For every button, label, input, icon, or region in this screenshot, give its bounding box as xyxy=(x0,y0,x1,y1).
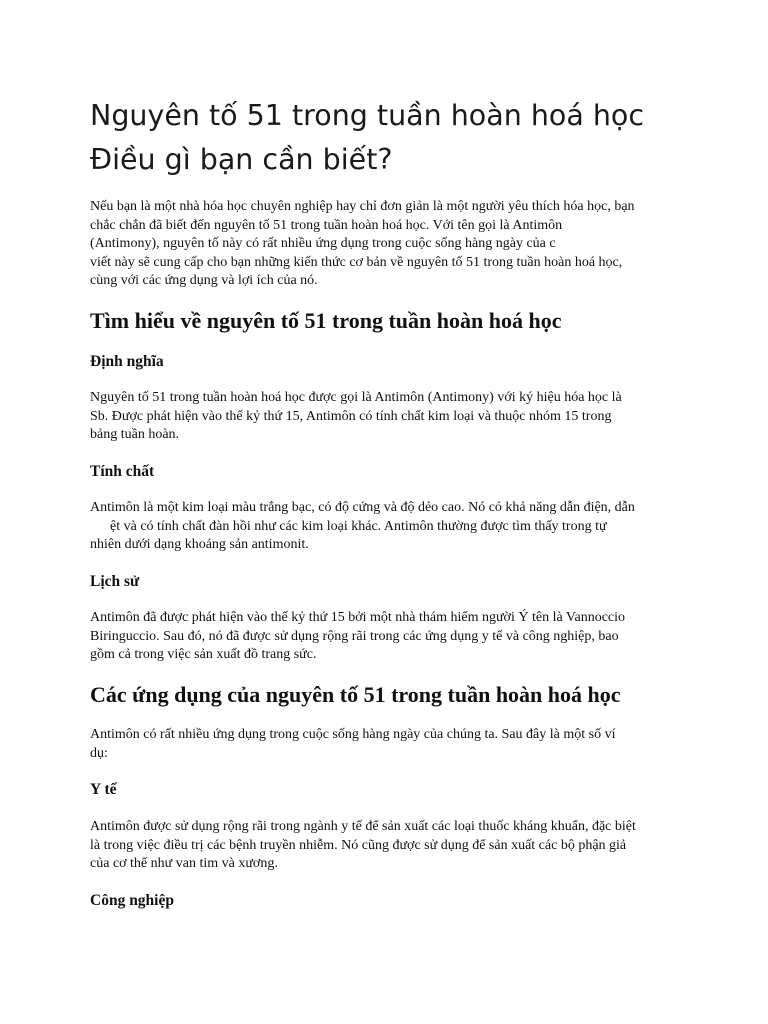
applications-intro-line: Antimôn có rất nhiều ứng dụng trong cuộc sống hàng ngày của chúng ta. Sau đây là một số ví xyxy=(90,727,616,742)
applications-intro-line: dụ: xyxy=(90,745,108,761)
definition-line: bảng tuần hoàn. xyxy=(90,427,180,442)
intro-line: (Antimony), nguyên tố này có rất nhiều ứng dụng trong cuộc sống hàng ngày của c xyxy=(90,236,556,251)
intro-line: Nếu bạn là một nhà hóa học chuyên nghiệp hay chỉ đơn giản là một người yêu thích hóa học, bạn xyxy=(90,199,635,214)
subheading-history: Lịch sử xyxy=(90,573,140,590)
medical-paragraph xyxy=(90,818,690,874)
definition-line: Nguyên tố 51 trong tuần hoàn hoá học được gọi là Antimôn (Antimony) với ký hiệu hóa học là xyxy=(90,390,622,405)
properties-paragraph xyxy=(90,499,690,555)
history-line: gồm cả trong việc sản xuất đồ trang sức. xyxy=(90,647,317,662)
medical-line: là trong việc điều trị các bệnh truyền nhiễm. Nó cũng được sử dụng để sản xuất các bộ phận giả xyxy=(90,837,627,853)
subheading-definition: Định nghĩa xyxy=(90,353,164,370)
history-paragraph xyxy=(90,609,690,665)
intro-line: chắc chắn đã biết đến nguyên tố 51 trong tuần hoàn hoá học. Với tên gọi là Antimôn xyxy=(90,217,563,233)
intro-paragraph xyxy=(90,198,690,291)
properties-line: Antimôn là một kim loại màu trắng bạc, có độ cứng và độ dẻo cao. Nó có khả năng dẫn điện, dẫn xyxy=(90,500,635,515)
subheading-industry: Công nghiệp xyxy=(90,892,174,909)
applications-intro-paragraph xyxy=(90,726,690,763)
definition-paragraph xyxy=(90,389,690,445)
intro-line: cùng với các ứng dụng và lợi ích của nó. xyxy=(90,273,318,288)
medical-line: của cơ thể như van tim và xương. xyxy=(90,856,278,871)
history-line: Biringuccio. Sau đó, nó đã được sử dụng rộng rãi trong các ứng dụng y tế và công nghiệp, bao xyxy=(90,628,619,644)
section-heading-applications: Các ứng dụng của nguyên tố 51 trong tuần hoàn hoá học xyxy=(90,682,621,707)
definition-line: Sb. Được phát hiện vào thế kỷ thứ 15, Antimôn có tính chất kim loại và thuộc nhóm 15 trong xyxy=(90,408,612,424)
section-heading-understanding: Tìm hiểu về nguyên tố 51 trong tuần hoàn hoá học xyxy=(90,308,562,333)
page-title xyxy=(90,94,730,182)
title-line-2: Điều gì bạn cần biết? xyxy=(90,143,393,176)
intro-line: viết này sẽ cung cấp cho bạn những kiến thức cơ bản về nguyên tố 51 trong tuần hoàn hoá học, xyxy=(90,254,623,270)
properties-line: ệt và có tính chất đàn hồi như các kim loại khác. Antimôn thường được tìm thấy trong tự xyxy=(110,518,607,534)
medical-line: Antimôn được sử dụng rộng rãi trong ngành y tế để sản xuất các loại thuốc kháng khuẩn, đặc biệt xyxy=(90,819,636,834)
properties-line: nhiên dưới dạng khoáng sản antimonit. xyxy=(90,537,309,552)
history-line: Antimôn đã được phát hiện vào thế kỷ thứ 15 bởi một nhà thám hiểm người Ý tên là Vannoccio xyxy=(90,610,626,625)
subheading-medical: Y tế xyxy=(90,781,117,798)
subheading-properties: Tính chất xyxy=(90,463,155,480)
title-line-1: Nguyên tố 51 trong tuần hoàn hoá học xyxy=(90,99,645,132)
